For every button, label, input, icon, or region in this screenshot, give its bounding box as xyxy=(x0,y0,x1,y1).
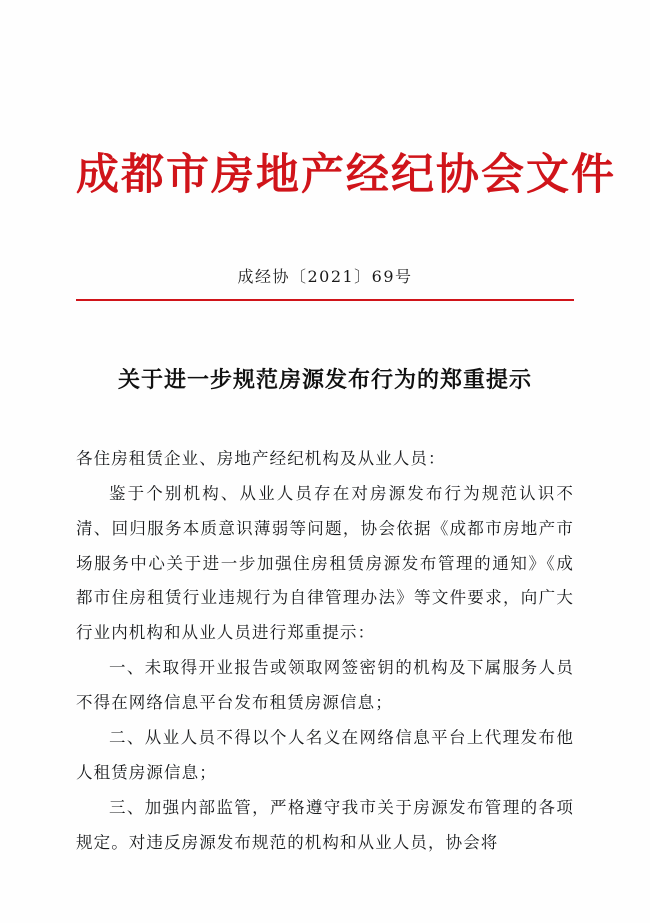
body-paragraph-1: 鉴于个别机构、从业人员存在对房源发布行为规范认识不清、回归服务本质意识薄弱等问题，协会依据《成都市房地产市场服务中心关于进一步加强住房租赁房源发布管理的通知》《成都市住房租赁行业违规行为自律管理办法》等文件要求，向广大行业内机构和从业人员进行郑重提示： xyxy=(76,483,574,643)
body-paragraph-2: 一、未取得开业报告或领取网签密钥的机构及下属服务人员不得在网络信息平台发布租赁房源信息； xyxy=(76,658,574,713)
body-paragraph-4: 三、加强内部监管，严格遵守我市关于房源发布管理的各项规定。对违反房源发布规范的机构和从业人员，协会将 xyxy=(76,798,574,853)
document-title: 关于进一步规范房源发布行为的郑重提示 xyxy=(117,366,532,393)
salutation-text: 各住房租赁企业、房地产经纪机构及从业人员： xyxy=(76,448,446,468)
document-number: 成经协〔2021〕69号 xyxy=(237,266,413,286)
document-header-title: 成都市房地产经纪协会文件 xyxy=(76,150,616,200)
document-body xyxy=(76,442,574,862)
red-divider-rule xyxy=(76,299,574,301)
body-paragraph-3: 二、从业人员不得以个人名义在网络信息平台上代理发布他人租赁房源信息； xyxy=(76,728,574,783)
